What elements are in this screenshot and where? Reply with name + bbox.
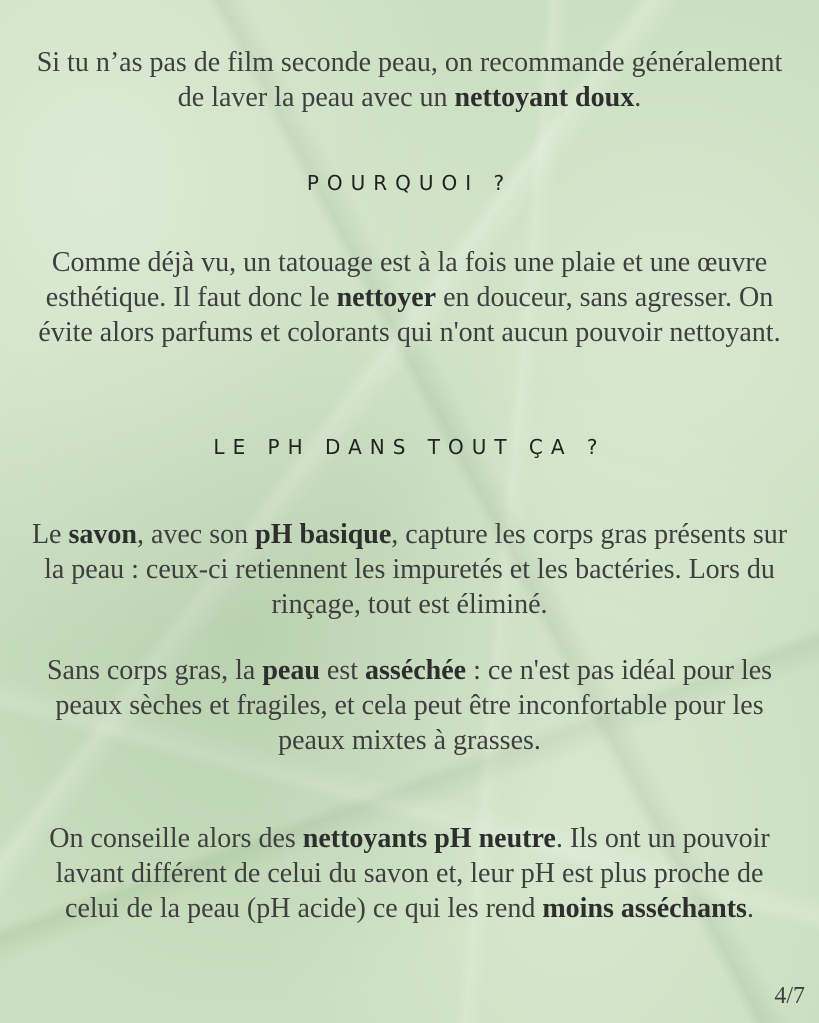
- pourquoi-paragraph: [30, 245, 789, 350]
- bold-term: savon: [68, 519, 137, 550]
- bold-term: peau: [262, 655, 320, 686]
- text-segment: Comme déjà vu, un tatouage est à la fois une plaie et une œuvre esthétique. Il faut donc le: [45, 247, 768, 313]
- text-segment: en douceur, sans agresser. On évite alors parfums et colorants qui n'ont aucun pouvoir nettoyant.: [38, 282, 781, 348]
- bold-term: nettoyer: [336, 282, 437, 313]
- bold-term: pH basique: [255, 519, 392, 550]
- text-segment: .: [746, 893, 754, 924]
- conseil-paragraph: [30, 821, 789, 926]
- heading-pourquoi: POURQUOI ?: [306, 171, 513, 195]
- intro-paragraph: [30, 45, 789, 115]
- text-segment: Si tu n’as pas de film seconde peau, on recommande généralement de laver la peau avec un: [36, 47, 783, 113]
- text-segment: On conseille alors des: [49, 823, 303, 854]
- bold-term: asséchée: [365, 655, 467, 686]
- text-segment: .: [634, 82, 642, 113]
- text-segment: Sans corps gras, la: [46, 655, 263, 686]
- text-segment: , capture les corps gras présents sur la peau : ceux-ci retiennent les impuretés et les bactéries. Lors du rinçage, tout est éliminé.: [44, 519, 788, 620]
- bold-term: nettoyant doux: [454, 82, 635, 113]
- corps-gras-paragraph: [30, 653, 789, 758]
- text-segment: Le: [31, 519, 69, 550]
- savon-paragraph: [30, 517, 789, 622]
- text-segment: . Ils ont un pouvoir lavant différent de celui du savon et, leur pH est plus proche de celui de la peau (pH acide) ce qui les rend: [55, 823, 770, 924]
- text-segment: est: [319, 655, 366, 686]
- bold-term: moins asséchants: [542, 893, 747, 924]
- page-number: 4/7: [774, 983, 805, 1009]
- text-segment: : ce n'est pas idéal pour les peaux sèches et fragiles, et cela peut être inconfortable pour les peaux mixtes à grasses.: [55, 655, 773, 756]
- bold-term: nettoyants pH neutre: [302, 823, 556, 854]
- heading-ph: LE PH DANS TOUT ÇA ?: [213, 435, 606, 459]
- text-segment: , avec son: [136, 519, 256, 550]
